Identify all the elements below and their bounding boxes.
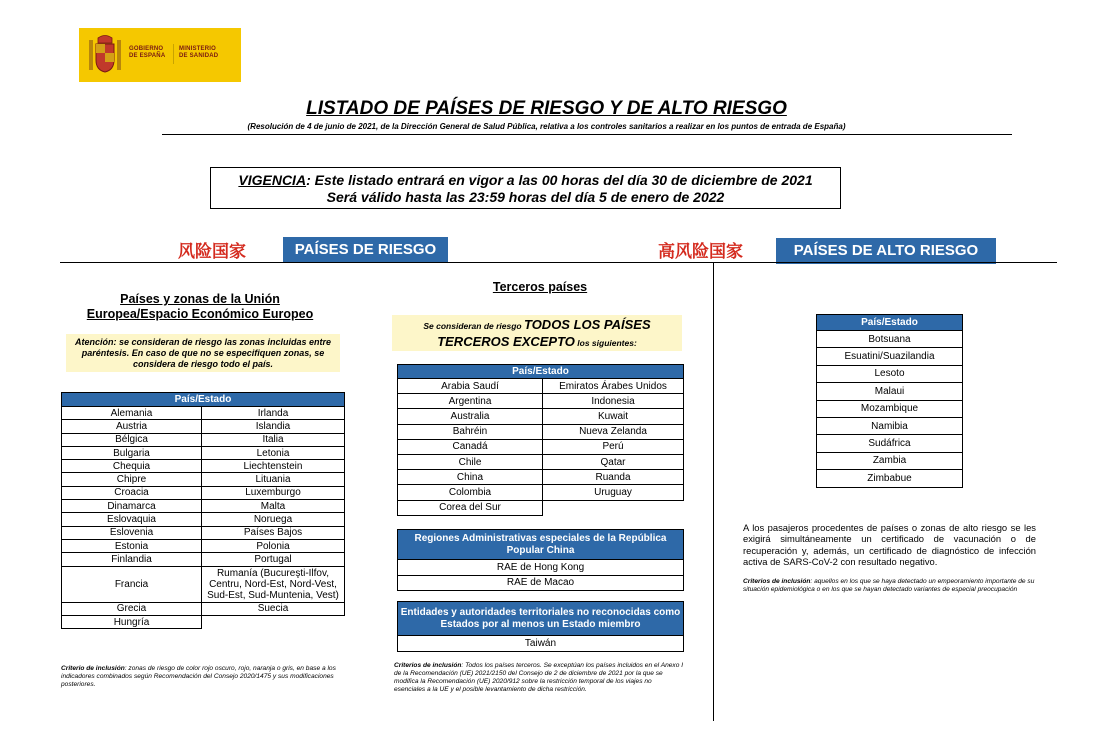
column-divider (713, 263, 714, 721)
country-cell: Austria (62, 420, 202, 433)
terceros-table (397, 364, 684, 516)
table-row (398, 575, 684, 591)
table-row (62, 500, 345, 513)
country-cell: Irlanda (202, 407, 345, 420)
country-cell: Indonesia (543, 394, 684, 409)
country-cell: Islandia (202, 420, 345, 433)
logo-gobierno-text: GOBIERNO DE ESPAÑA (129, 46, 166, 59)
vigencia-label: VIGENCIA (238, 172, 307, 188)
ue-heading: Países y zonas de la Unión Europea/Espacio Económico Europeo (86, 292, 314, 321)
country-cell: Grecia (62, 602, 202, 615)
country-cell: Hungría (62, 615, 202, 628)
terceros-note: Se consideran de riesgo TODOS LOS PAÍSES TERCEROS EXCEPTO los siguientes: (392, 315, 682, 351)
table-row (62, 513, 345, 526)
table-row (62, 420, 345, 433)
alto-criteria: Criterios de inclusión: aquellos en los que se haya detectado un empeoramiento importante de su situación epidemiológica o en los que se hayan detectado variantes de especial preocupación (743, 578, 1035, 593)
table-row (817, 383, 963, 400)
alto-riesgo-header: PAÍSES DE ALTO RIESGO (776, 238, 996, 264)
country-cell: Botsuana (817, 331, 963, 348)
riesgo-chinese-label: 风险国家 (178, 242, 246, 262)
country-cell: Suecia (202, 602, 345, 615)
vigencia-line1: : Este listado entrará en vigor a las 00 horas del día 30 de diciembre de 2021 (306, 172, 813, 188)
alto-table (816, 314, 963, 488)
table-row (817, 348, 963, 365)
country-cell: Países Bajos (202, 526, 345, 539)
country-cell: Mozambique (817, 400, 963, 417)
rae-table (397, 529, 684, 591)
ue-table-header: País/Estado (62, 393, 345, 407)
country-cell: Sudáfrica (817, 435, 963, 452)
table-row (817, 331, 963, 348)
country-cell: Uruguay (543, 485, 684, 500)
country-cell: Noruega (202, 513, 345, 526)
table-row (398, 485, 684, 500)
table-row (62, 566, 345, 602)
table-row (398, 500, 684, 515)
country-cell: Malaui (817, 383, 963, 400)
country-cell: Francia (62, 566, 202, 602)
country-cell: Kuwait (543, 409, 684, 424)
country-cell: Bahréin (398, 424, 543, 439)
riesgo-header: PAÍSES DE RIESGO (283, 237, 448, 263)
country-cell: Nueva Zelanda (543, 424, 684, 439)
table-row (817, 400, 963, 417)
country-cell: Italia (202, 433, 345, 446)
country-cell: Qatar (543, 454, 684, 469)
table-row (62, 473, 345, 486)
region-cell: RAE de Hong Kong (398, 560, 684, 576)
table-row (398, 424, 684, 439)
country-cell: Zimbabue (817, 470, 963, 487)
territory-cell: Taiwán (398, 636, 684, 652)
country-cell: Alemania (62, 407, 202, 420)
title-divider (162, 134, 1012, 135)
table-row (398, 470, 684, 485)
table-row (817, 435, 963, 452)
country-cell: Portugal (202, 553, 345, 566)
country-cell: Argentina (398, 394, 543, 409)
document-title: LISTADO DE PAÍSES DE RIESGO Y DE ALTO RIESGO (306, 98, 787, 119)
country-cell: Namibia (817, 417, 963, 434)
country-cell: Esuatini/Suazilandia (817, 348, 963, 365)
table-row (817, 365, 963, 382)
country-cell: Emiratos Árabes Unidos (543, 379, 684, 394)
table-row (62, 615, 345, 628)
alto-riesgo-chinese-label: 高风险国家 (658, 242, 743, 262)
ministry-logo (79, 28, 241, 82)
country-cell: Lituania (202, 473, 345, 486)
country-cell: Liechtenstein (202, 460, 345, 473)
table-row (817, 417, 963, 434)
empty-cell (543, 500, 684, 515)
document-subtitle: (Resolución de 4 de junio de 2021, de la Dirección General de Salud Pública, relativa a los controles sanitarios a realizar en los puntos de entrada de España) (247, 122, 846, 131)
country-cell: Luxemburgo (202, 486, 345, 499)
country-cell: Malta (202, 500, 345, 513)
country-cell: Australia (398, 409, 543, 424)
coat-of-arms-icon (87, 34, 123, 76)
ue-table (61, 392, 345, 629)
country-cell: Bélgica (62, 433, 202, 446)
alto-table-header: País/Estado (817, 315, 963, 331)
country-cell: Colombia (398, 485, 543, 500)
entidades-table (397, 601, 684, 652)
vigencia-line2: Será válido hasta las 23:59 horas del día 5 de enero de 2022 (326, 189, 725, 205)
country-cell: Bulgaria (62, 446, 202, 459)
country-cell: China (398, 470, 543, 485)
country-cell: Ruanda (543, 470, 684, 485)
table-row (398, 409, 684, 424)
table-row (398, 454, 684, 469)
country-cell: Canadá (398, 439, 543, 454)
table-row (398, 439, 684, 454)
vigencia-box (210, 167, 841, 209)
table-row (62, 446, 345, 459)
country-cell: Dinamarca (62, 500, 202, 513)
country-cell: Eslovenia (62, 526, 202, 539)
country-cell: Eslovaquia (62, 513, 202, 526)
country-cell: Estonia (62, 539, 202, 552)
terceros-table-header: País/Estado (398, 365, 684, 379)
country-cell: Chile (398, 454, 543, 469)
table-row (62, 407, 345, 420)
entidades-table-header: Entidades y autoridades territoriales no reconocidas como Estados por al menos un Estado miembro (398, 602, 684, 636)
country-cell: Arabia Saudí (398, 379, 543, 394)
table-row (62, 602, 345, 615)
country-cell: Chipre (62, 473, 202, 486)
country-cell: Chequia (62, 460, 202, 473)
table-row (62, 553, 345, 566)
country-cell: Rumanía (Bucureşti-Ilfov, Centru, Nord-Est, Nord-Vest, Sud-Est, Sud-Muntenia, Vest) (202, 566, 345, 602)
country-cell: Croacia (62, 486, 202, 499)
table-row (398, 394, 684, 409)
terceros-heading: Terceros países (492, 280, 588, 294)
table-row (62, 460, 345, 473)
logo-ministerio-text: MINISTERIO DE SANIDAD (179, 46, 219, 59)
table-row (62, 526, 345, 539)
table-row (398, 379, 684, 394)
table-row (62, 486, 345, 499)
ue-attention-note: Atención: se consideran de riesgo las zonas incluidas entre paréntesis. En caso de que no se especifiquen zonas, se considera de riesgo todo el país. (66, 334, 340, 372)
country-cell: Letonia (202, 446, 345, 459)
country-cell: Perú (543, 439, 684, 454)
section-divider (60, 262, 1057, 263)
country-cell: Corea del Sur (398, 500, 543, 515)
alto-paragraph: A los pasajeros procedentes de países o zonas de alto riesgo se les exigirá simultáneamente un certificado de vacunación o de recuperación y, además, un certificado de diagnóstico de infección activa de SARS-CoV-2 con resultado negativo. (743, 522, 1036, 568)
table-row (62, 539, 345, 552)
terceros-criteria: Criterios de inclusión: Todos los países terceros. Se exceptúan los países incluidos en el Anexo I de la Recomendación (UE) 2021/2150 del Consejo de 2 de diciembre de 2021 por la que se modifica la Recomendación (UE) 2020/912 sobre la restricción temporal de los viajes no esenciales a la UE y el posible levantamiento de dicha restricción. (394, 662, 684, 693)
country-cell (202, 615, 345, 628)
rae-table-header: Regiones Administrativas especiales de la República Popular China (398, 530, 684, 560)
country-cell: Finlandia (62, 553, 202, 566)
table-row (62, 433, 345, 446)
table-row (398, 560, 684, 576)
table-row (398, 636, 684, 652)
region-cell: RAE de Macao (398, 575, 684, 591)
table-row (817, 452, 963, 469)
ue-criteria: Criterio de inclusión: zonas de riesgo de color rojo oscuro, rojo, naranja o gris, en base a los indicadores combinados según Recomendación del Consejo 2020/1475 y sus modificaciones posteriores. (61, 665, 336, 688)
table-row (817, 470, 963, 487)
country-cell: Lesoto (817, 365, 963, 382)
country-cell: Zambia (817, 452, 963, 469)
country-cell: Polonia (202, 539, 345, 552)
